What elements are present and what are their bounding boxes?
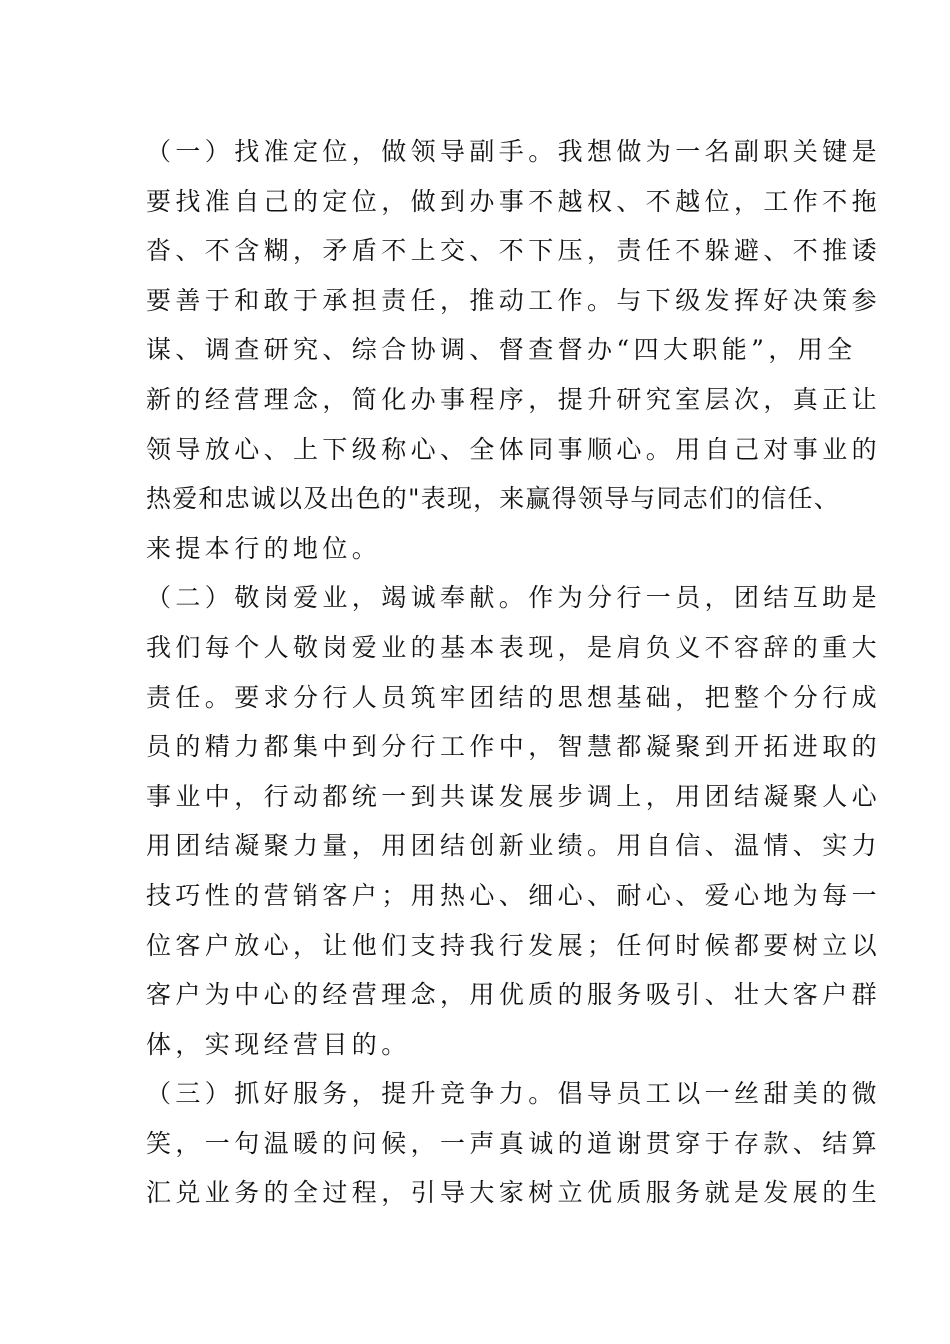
text-line: 领导放心、上下级称心、全体同事顺心。用自己对事业的	[146, 434, 882, 464]
text-line: 体，实现经营目的。	[146, 1029, 411, 1059]
text-line: 用团结凝聚力量，用团结创新业绩。用自信、温情、实力	[146, 831, 882, 861]
text-line: 技巧性的营销客户；用热心、细心、耐心、爱心地为每一	[146, 880, 882, 910]
text-line: 沓、不含糊，矛盾不上交、不下压，责任不躲避、不推诿	[146, 236, 882, 266]
text-line: 责任。要求分行人员筑牢团结的思想基础，把整个分行成	[146, 682, 882, 712]
text-line: （一）找准定位，做领导副手。我想做为一名副职关键是	[146, 137, 882, 166]
text-line: 笑，一句温暖的问候，一声真诚的道谢贯穿于存款、结算	[146, 1128, 882, 1158]
text-line: 来提本行的地位。	[146, 533, 382, 563]
text-line: 员的精力都集中到分行工作中，智慧都凝聚到开拓进取的	[146, 732, 882, 762]
text-line: （三）抓好服务，提升竞争力。倡导员工以一丝甜美的微	[146, 1079, 882, 1109]
text-line: 我们每个人敬岗爱业的基本表现，是肩负义不容辞的重大	[146, 632, 882, 662]
text-line: 位客户放心，让他们支持我行发展；任何时候都要树立以	[146, 930, 882, 960]
text-line: 要找准自己的定位，做到办事不越权、不越位，工作不拖	[146, 186, 882, 216]
text-line: 谋、调查研究、综合协调、督查督办“四大职能”，用全	[146, 335, 857, 365]
text-line: 汇兑业务的全过程，引导大家树立优质服务就是发展的生	[146, 1178, 882, 1208]
text-line: （二）敬岗爱业，竭诚奉献。作为分行一员，团结互助是	[146, 583, 882, 613]
text-line: 事业中，行动都统一到共谋发展步调上，用团结凝聚人心	[146, 781, 882, 811]
text-line: 要善于和敢于承担责任，推动工作。与下级发挥好决策参	[146, 285, 882, 315]
text-line: 客户为中心的经营理念，用优质的服务吸引、壮大客户群	[146, 980, 882, 1010]
text-line: 新的经营理念，简化办事程序，提升研究室层次，真正让	[146, 384, 882, 414]
text-line: 热爱和忠诚以及出色的"表现，来赢得领导与同志们的信任、	[146, 484, 840, 514]
body-text	[146, 127, 882, 1218]
